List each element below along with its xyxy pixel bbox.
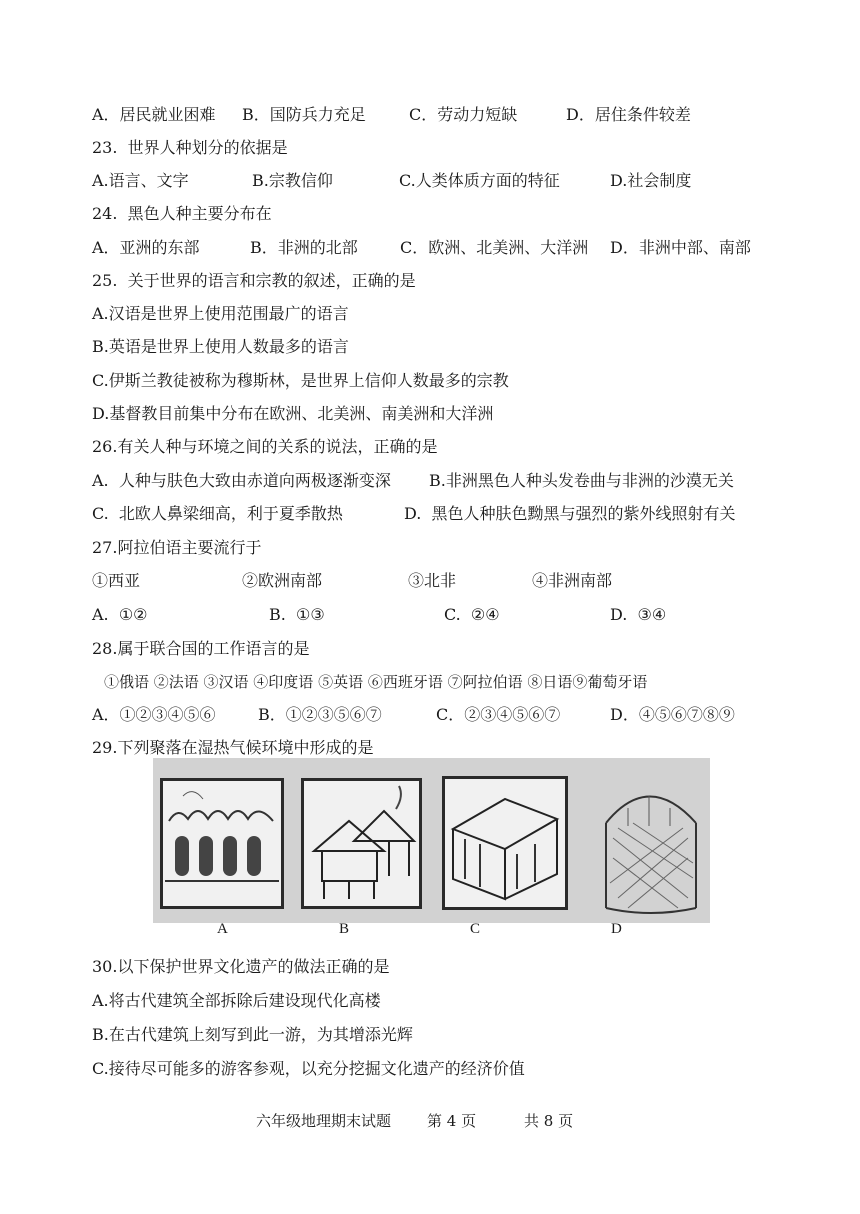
settlement-d-image [588,768,710,918]
q28-stem-text: 28.属于联合国的工作语言的是 [92,639,310,658]
q27-option-b: B. ①③ [269,605,325,624]
q27-item-2: ②欧洲南部 [242,571,323,590]
settlement-c-image [442,776,568,910]
q25-option-a-text: A.汉语是世界上使用范围最广的语言 [92,304,349,323]
figure-label-b: B [339,921,350,937]
q26-option-a: A. 人种与肤色大致由赤道向两极逐渐变深 [92,471,391,490]
q23-option-c: C.人类体质方面的特征 [399,171,560,190]
q24-option-d: D．非洲中部、南部 [610,238,751,257]
q28-option-c: C．②③④⑤⑥⑦ [436,705,561,724]
q28-option-d: D．④⑤⑥⑦⑧⑨ [610,705,735,724]
q23-option-b: B.宗教信仰 [252,171,333,190]
q22-option-c: C．劳动力短缺 [409,105,518,124]
q25-option-b-text: B.英语是世界上使用人数最多的语言 [92,337,349,356]
q27-option-c: C. ②④ [444,605,500,624]
settlement-b-image [301,778,422,909]
q27-stem-text: 27.阿拉伯语主要流行于 [92,538,262,557]
q27-item-4: ④非洲南部 [532,571,613,590]
q25-stem-text: 25. 关于世界的语言和宗教的叙述，正确的是 [92,271,416,290]
q27-item-1: ①西亚 [92,571,141,590]
q26-option-c: C. 北欧人鼻梁细高，利于夏季散热 [92,504,343,523]
q25-option-c-text: C.伊斯兰教徒被称为穆斯林，是世界上信仰人数最多的宗教 [92,371,509,390]
q30-option-c [92,1059,525,1119]
q23-option-d: D.社会制度 [610,171,692,190]
q26-option-b: B.非洲黑色人种头发卷曲与非洲的沙漠无关 [429,471,734,490]
q23-stem-text: 23. 世界人种划分的依据是 [92,138,288,157]
q29-stem-text: 29.下列聚落在湿热气候环境中形成的是 [92,738,374,757]
q30-option-b-text: B.在古代建筑上刻写到此一游，为其增添光辉 [92,1025,413,1044]
q26-option-d: D. 黑色人种肤色黝黑与强烈的紫外线照射有关 [404,504,736,523]
figure-label-d: D [611,921,622,937]
q22-option-a: A．居民就业困难 [92,105,216,124]
q27-item-3: ③北非 [408,571,457,590]
q27-option-a: A. ①② [92,605,148,624]
q30-stem-text: 30.以下保护世界文化遗产的做法正确的是 [92,957,390,976]
q25-option-d-text: D.基督教目前集中分布在欧洲、北美洲、南美洲和大洋洲 [92,404,494,423]
settlement-figure [153,758,710,923]
footer-title: 六年级地理期末试题 [256,1112,392,1130]
figure-label-c: C [470,921,481,937]
q23-option-a: A.语言、文字 [92,171,189,190]
q28-items-text: ①俄语 ②法语 ③汉语 ④印度语 ⑤英语 ⑥西班牙语 ⑦阿拉伯语 ⑧日语⑨葡萄牙语 [104,673,648,691]
figure-label-a: A [217,921,228,937]
q28-option-b: B．①②③⑤⑥⑦ [258,705,382,724]
q24-stem-text: 24. 黑色人种主要分布在 [92,204,272,223]
q26-stem-text: 26.有关人种与环境之间的关系的说法，正确的是 [92,437,438,456]
q24-option-c: C．欧洲、北美洲、大洋洲 [400,238,589,257]
q30-option-c-text: C.接待尽可能多的游客参观，以充分挖掘文化遗产的经济价值 [92,1059,525,1078]
settlement-a-image [160,778,284,909]
footer-total: 共 8 页 [524,1112,574,1130]
q24-option-a: A．亚洲的东部 [92,238,200,257]
q22-option-b: B．国防兵力充足 [242,105,366,124]
q28-option-a: A．①②③④⑤⑥ [92,705,216,724]
footer-page: 第 4 页 [427,1112,477,1130]
q24-option-b: B．非洲的北部 [250,238,358,257]
q29-stem [92,738,374,798]
q22-option-d: D．居住条件较差 [566,105,691,124]
q30-option-a-text: A.将古代建筑全部拆除后建设现代化高楼 [92,991,381,1010]
q27-option-d: D. ③④ [610,605,667,624]
